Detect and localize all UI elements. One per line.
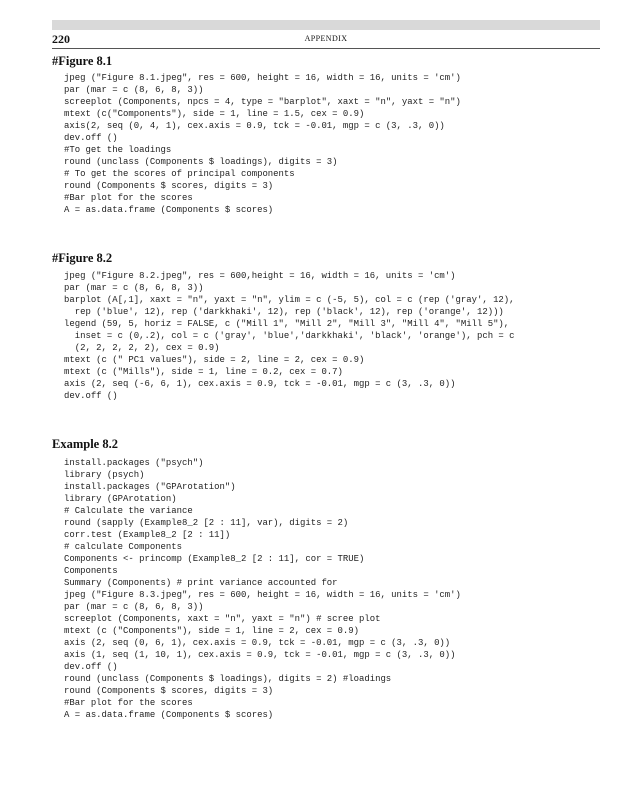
section-title-figure-8-2: #Figure 8.2 — [52, 251, 113, 265]
code-block-example-8-2: install.packages ("psych") library (psych) install.packages ("GPArotation") library (GPArotation) # Calculate the variance round (sapply (Example8_2 [2 : 11], var), digits = 2) corr.test (Example8_2 [2 : 11]) # calculate Components Components <- princomp (Example8_2 [2 : 11], cor = TRUE) Components Summary (Components) # print variance accounted for jpeg ("Figure 8.3.jpeg", res = 600, height = 16, width = 16, units = 'cm') par (mar = c (8, 6, 8, 3)) screeplot (Components, xaxt = "n", yaxt = "n") # scree plot mtext (c ("Components"), side = 1, line = 2, cex = 0.9) axis (2, seq (0, 6, 1), cex.axis = 0.9, tck = -0.01, mgp = c (3, .3, 0)) axis (1, seq (1, 10, 1), cex.axis = 0.9, tck = -0.01, mgp = c (3, .3, 0)) dev.off () round (unclass (Components $ loadings), digits = 2) #loadings round (Components $ scores, digits = 3) #Bar plot for the scores A = as.data.frame (Components $ scores) — [64, 458, 461, 720]
code-block-figure-8-2: jpeg ("Figure 8.2.jpeg", res = 600,height = 16, width = 16, units = 'cm') par (mar = c (8, 6, 8, 3)) barplot (A[,1], xaxt = "n", yaxt = "n", ylim = c (-5, 5), col = c (rep ('gray', 12), rep ('blue', 12), rep ('darkkhaki', 12), rep ('black', 12), rep ('orange', 12))) legend (59, 5, horiz = FALSE, c ("Mill 1", "Mill 2", "Mill 3", "Mill 4", "Mill 5"), inset = c (0,.2), col = c ('gray', 'blue','darkkhaki', 'black', 'orange'), pch = c (2, 2, 2, 2, 2), cex = 0.9) mtext (c (" PC1 values"), side = 2, line = 2, cex = 0.9) mtext (c ("Mills"), side = 1, line = 0.2, cex = 0.7) axis (2, seq (-6, 6, 1), cex.axis = 0.9, tck = -0.01, mgp = c (3, .3, 0)) dev.off () — [64, 271, 515, 401]
section-title-figure-8-1: #Figure 8.1 — [52, 54, 113, 68]
code-block-figure-8-1: jpeg ("Figure 8.1.jpeg", res = 600, height = 16, width = 16, units = 'cm') par (mar = c (8, 6, 8, 3)) screeplot (Components, npcs = 4, type = "barplot", xaxt = "n", yaxt = "n") mtext (c("Components"), side = 1, line = 1.5, cex = 0.9) axis(2, seq (0, 4, 1), cex.axis = 0.9, tck = -0.01, mgp = c (3, .3, 0)) dev.off () #To get the loadings round (unclass (Components $ loadings), digits = 3) # To get the scores of principal components round (Components $ scores, digits = 3) #Bar plot for the scores A = as.data.frame (Components $ scores) — [64, 73, 461, 215]
running-head: APPENDIX — [304, 34, 348, 43]
page-number: 220 — [52, 32, 70, 46]
header-bar — [52, 20, 600, 30]
page-header — [52, 32, 600, 49]
section-title-example-8-2: Example 8.2 — [52, 437, 118, 451]
